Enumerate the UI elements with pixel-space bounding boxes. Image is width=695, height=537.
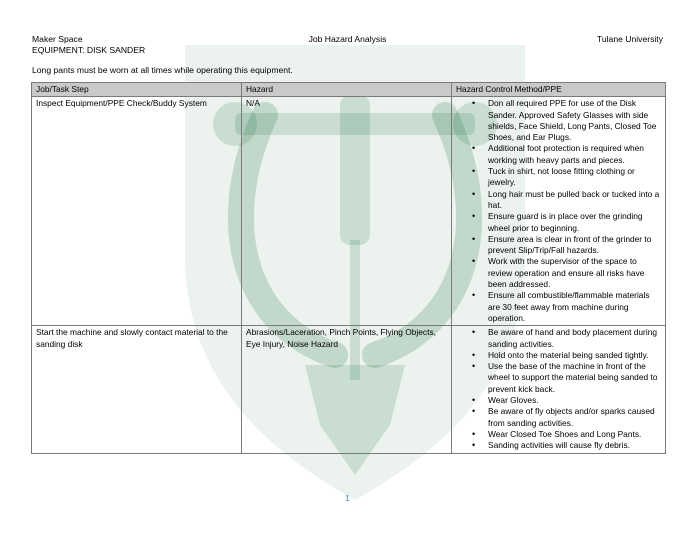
list-item: • Ensure all combustible/flammable materials are 30 feet away from machine during operation. (488, 290, 661, 324)
list-item: • Hold onto the material being sanded tightly. (488, 350, 661, 361)
step-cell: Start the machine and slowly contact material to the sanding disk (32, 326, 242, 453)
table-row (32, 326, 666, 453)
long-pants-notice: Long pants must be worn at all times while operating this equipment. (32, 65, 293, 75)
column-header-hazard: Hazard (242, 83, 452, 97)
header-equipment: EQUIPMENT: DISK SANDER (32, 45, 146, 55)
hazard-cell: N/A (242, 97, 452, 326)
list-item: • Wear Gloves. (488, 395, 661, 406)
list-item: • Additional foot protection is required when working with heavy parts and pieces. (488, 143, 661, 166)
column-header-control: Hazard Control Method/PPE (452, 83, 666, 97)
list-item: • Sanding activities will cause fly debris. (488, 440, 661, 451)
column-header-step: Job/Task Step (32, 83, 242, 97)
control-list (456, 98, 661, 324)
control-list (456, 327, 661, 451)
list-item: • Ensure guard is in place over the grinding wheel prior to beginning. (488, 211, 661, 234)
list-item: • Wear Closed Toe Shoes and Long Pants. (488, 429, 661, 440)
list-item: • Long hair must be pulled back or tucked into a hat. (488, 189, 661, 212)
table-header-row (32, 83, 666, 97)
step-cell: Inspect Equipment/PPE Check/Buddy System (32, 97, 242, 326)
header-title: Job Hazard Analysis (308, 34, 387, 44)
list-item: • Be aware of hand and body placement during sanding activities. (488, 327, 661, 350)
list-item: • Tuck in shirt, not loose fitting clothing or jewelry. (488, 166, 661, 189)
list-item: • Use the base of the machine in front of the wheel to support the material being sanded to prevent kick back. (488, 361, 661, 395)
list-item: • Work with the supervisor of the space to review operation and ensure all risks have been addressed. (488, 256, 661, 290)
page-number: 1 (345, 493, 350, 503)
list-item: • Ensure area is clear in front of the grinder to prevent Slip/Trip/Fall hazards. (488, 234, 661, 257)
hazard-cell: Abrasions/Laceration, Pinch Points, Flying Objects, Eye Injury, Noise Hazard (242, 326, 452, 453)
list-item: • Be aware of fly objects and/or sparks caused from sanding activities. (488, 406, 661, 429)
header-maker-space: Maker Space (32, 34, 83, 44)
header-organization: Tulane University (596, 34, 663, 44)
control-cell (452, 97, 666, 326)
control-cell (452, 326, 666, 453)
list-item: • Don all required PPE for use of the Disk Sander. Approved Safety Glasses with side shields, Face Shield, Long Pants, Closed Toe Shoes, and Ear Plugs. (488, 98, 661, 143)
table-row (32, 97, 666, 326)
job-hazard-table (31, 82, 666, 454)
